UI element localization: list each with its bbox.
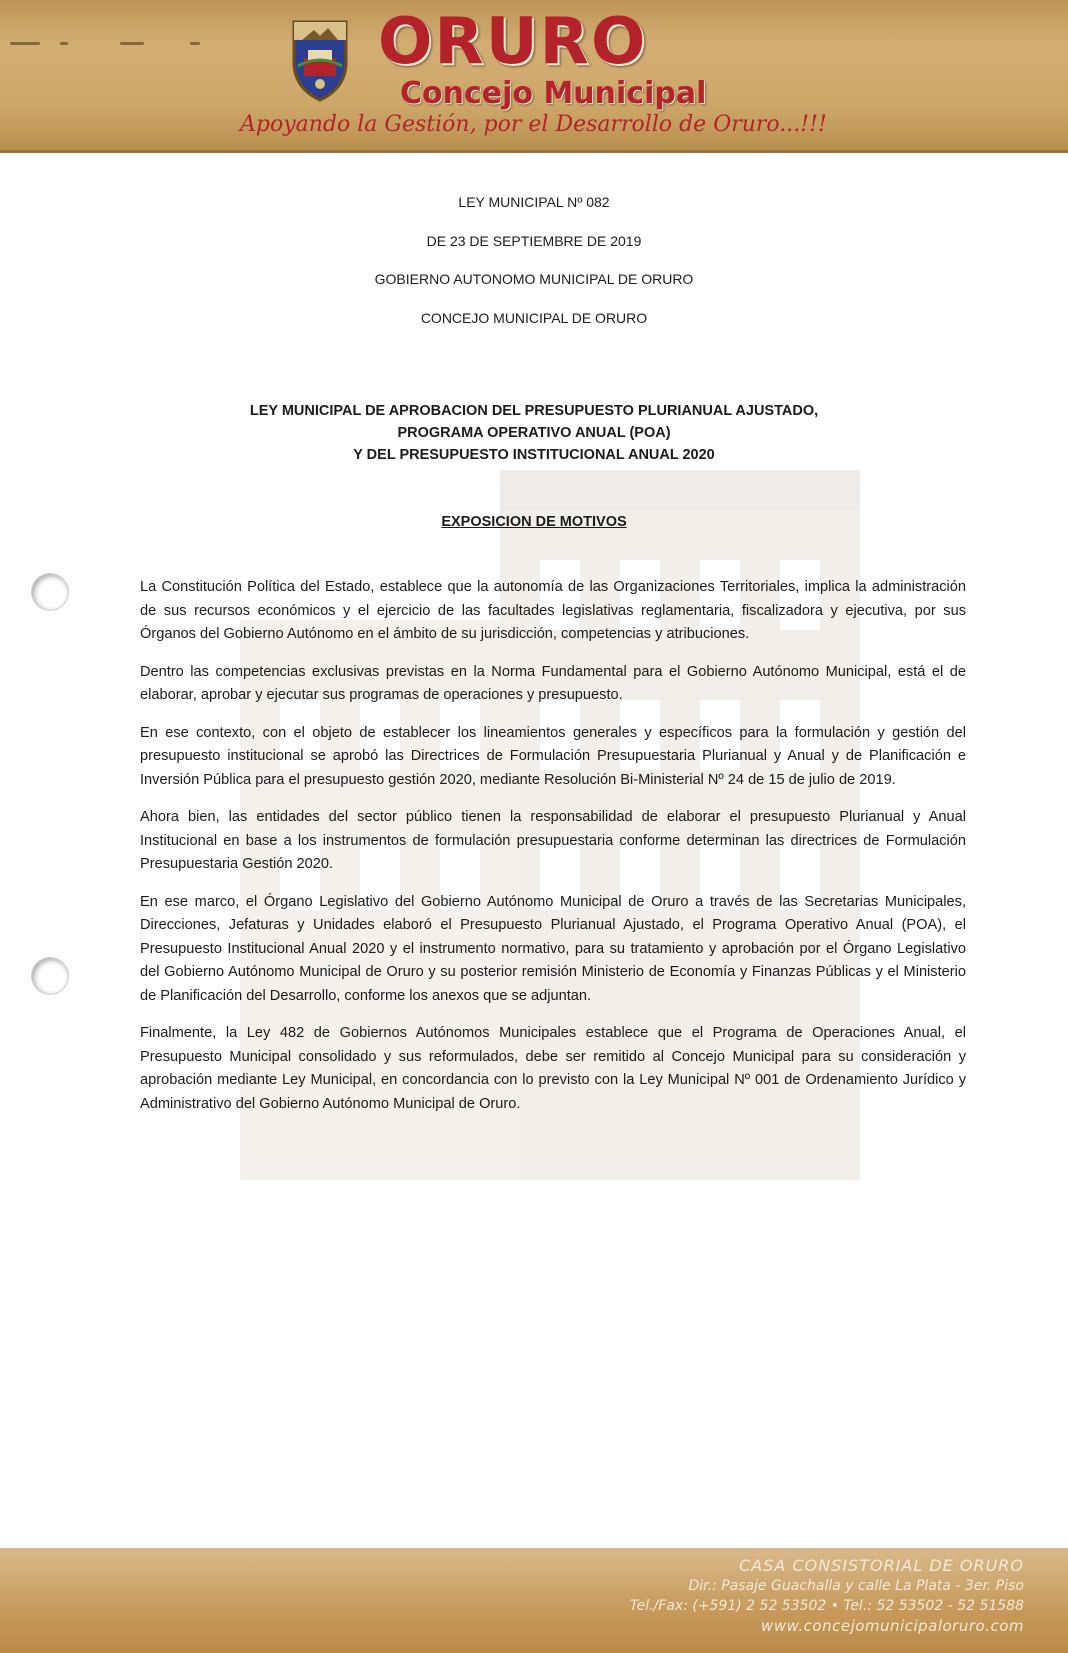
footer-phones: Tel./Fax: (+591) 2 52 53502 • Tel.: 52 53502 - 52 51588 <box>629 1598 1024 1614</box>
scan-speck <box>10 42 40 45</box>
scan-speck <box>120 42 144 45</box>
section-title: EXPOSICION DE MOTIVOS <box>441 514 627 530</box>
scan-speck <box>190 42 200 45</box>
paragraph: Dentro las competencias exclusivas previstas en la Norma Fundamental para el Gobierno Autónomo Municipal, está el de elaborar, aprobar y ejecutar sus programas de operaciones y presupuesto. <box>140 663 966 703</box>
law-date: DE 23 DE SEPTIEMBRE DE 2019 <box>426 233 642 249</box>
footer-band <box>0 1548 1068 1653</box>
footer-website: www.concejomunicipaloruro.com <box>761 1617 1024 1635</box>
law-title-line: LEY MUNICIPAL DE APROBACION DEL PRESUPUESTO PLURIANUAL AJUSTADO, <box>249 403 819 419</box>
paragraph: En ese contexto, con el objeto de establecer los lineamientos generales y específicos para la formulación y gestión del presupuesto institucional se aprobó las Directrices de Formulación Presupuestaria Plurianual y Anual y de Planificación e Inversión Pública para el presupuesto gestión 2020, mediante Resolución Bi-Ministerial Nº 24 de 15 de julio de 2019. <box>140 724 966 788</box>
punch-hole <box>32 574 68 610</box>
letterhead-wordmark: ORURO <box>378 5 648 79</box>
body-text <box>140 576 966 1130</box>
law-title <box>120 400 948 466</box>
punch-hole <box>32 958 68 994</box>
law-title-line: Y DEL PRESUPUESTO INSTITUCIONAL ANUAL 2020 <box>353 447 715 463</box>
paragraph: Finalmente, la Ley 482 de Gobiernos Autónomos Municipales establece que el Programa de Operaciones Anual, el Presupuesto Municipal consolidado y sus reformulados, debe ser remitido al Concejo Municipal para su consideración y aprobación mediante Ley Municipal, en concordancia con lo previsto con la Ley Municipal Nº 001 de Ordenamiento Jurídico y Administrativo del Gobierno Autónomo Municipal de Oruro. <box>140 1025 966 1112</box>
paragraph: En ese marco, el Órgano Legislativo del Gobierno Autónomo Municipal de Oruro a través de las Secretarias Municipales, Direcciones, Jefaturas y Unidades elaboró el Presupuesto Plurianual Ajustado, el Programa Operativo Anual (POA), el Presupuesto Institucional Anual 2020 y el instrumento normativo, para su tratamiento y aprobación por el Órgano Legislativo del Gobierno Autónomo Municipal de Oruro y su posterior remisión Ministerio de Economía y Finanzas Públicas y el Ministerio de Planificación del Desarrollo, conforme los anexos que se adjuntan. <box>140 893 966 1004</box>
council-name: CONCEJO MUNICIPAL DE ORURO <box>420 310 648 326</box>
scan-speck <box>60 42 68 45</box>
law-number: LEY MUNICIPAL Nº 082 <box>458 194 610 210</box>
paragraph: La Constitución Política del Estado, establece que la autonomía de las Organizaciones Territoriales, implica la administración de sus recursos económicos y el ejercicio de las facultades legislativas reglamentaria, fiscalizadora y ejecutiva, por sus Órganos del Gobierno Autónomo en el ámbito de su jurisdicción, competencias y atribuciones. <box>140 579 966 642</box>
government-name: GOBIERNO AUTONOMO MUNICIPAL DE ORURO <box>374 271 694 287</box>
letterhead-band <box>0 0 1068 153</box>
footer-contact <box>630 1556 1024 1636</box>
letterhead-subtitle: Concejo Municipal <box>400 76 707 111</box>
paragraph: Ahora bien, las entidades del sector público tienen la responsabilidad de elaborar el presupuesto Plurianual y Anual Institucional en base a los instrumentos de formulación presupuestaria conforme determinan las directrices de Formulación Presupuestaria Gestión 2020. <box>140 809 966 872</box>
footer-address: Dir.: Pasaje Guachalla y calle La Plata - 3er. Piso <box>688 1578 1024 1594</box>
footer-building: CASA CONSISTORIAL DE ORURO <box>739 1556 1024 1575</box>
law-title-line: PROGRAMA OPERATIVO ANUAL (POA) <box>397 425 671 441</box>
municipal-crest-icon <box>284 14 356 104</box>
letterhead-motto: Apoyando la Gestión, por el Desarrollo de Oruro...!!! <box>240 112 827 137</box>
